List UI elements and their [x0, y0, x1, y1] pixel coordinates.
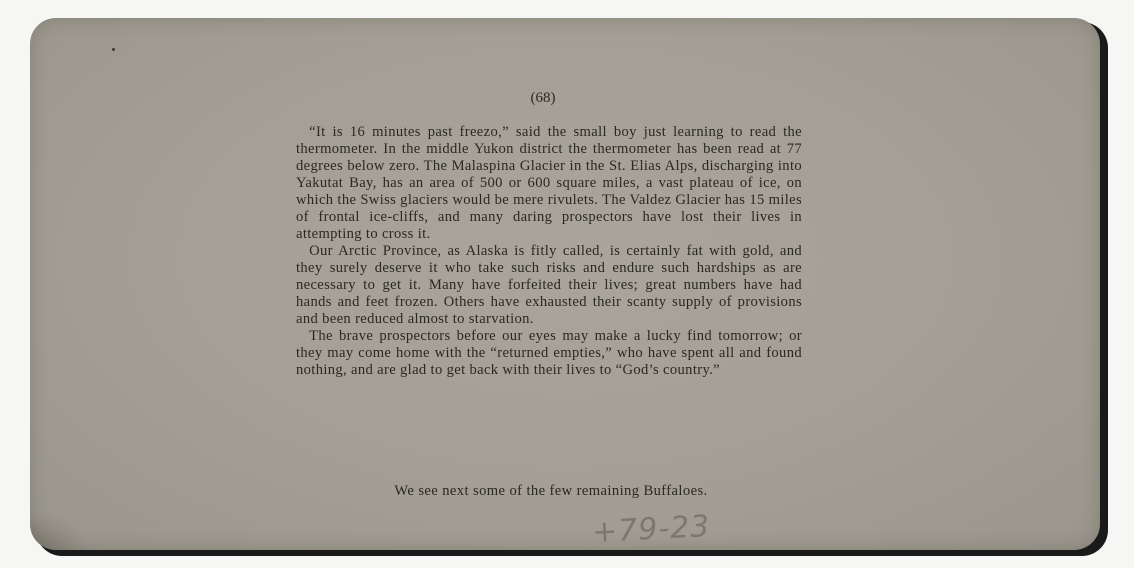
- card-back: [30, 18, 1100, 550]
- paragraph-1: “It is 16 minutes past freezo,” said the small boy just learning to read the thermometer. In the middle Yukon district the thermometer has been read at 77 degrees below zero. The Malaspina Glacier in the St. Elias Alps, discharging into Yakutat Bay, has an area of 500 or 600 square miles, a vast plateau of ice, on which the Swiss glaciers would be mere rivulets. The Valdez Glacier has 15 miles of frontal ice-cliffs, and many daring prospectors have lost their lives in attempting to cross it.: [296, 124, 802, 242]
- paragraph-3: The brave prospectors before our eyes may make a lucky find tomorrow; or they may come home with the “returned empties,” who have spent all and found nothing, and are glad to get back with their lives to “God’s country.”: [296, 328, 802, 378]
- page-number: (68): [530, 90, 556, 106]
- closing-line: We see next some of the few remaining Buffaloes.: [394, 483, 708, 499]
- dust-speck: [112, 48, 115, 51]
- handwritten-pencil-note: +79-23: [591, 508, 712, 550]
- corner-wear: [30, 510, 90, 550]
- paragraph-2: Our Arctic Province, as Alaska is fitly called, is certainly fat with gold, and they surely deserve it who take such risks and endure such hardships as are necessary to get it. Many have forfeited their lives; great numbers have had hands and feet frozen. Others have exhausted their scanty supply of provisions and been reduced almost to starvation.: [296, 243, 802, 327]
- body-text: [296, 124, 802, 379]
